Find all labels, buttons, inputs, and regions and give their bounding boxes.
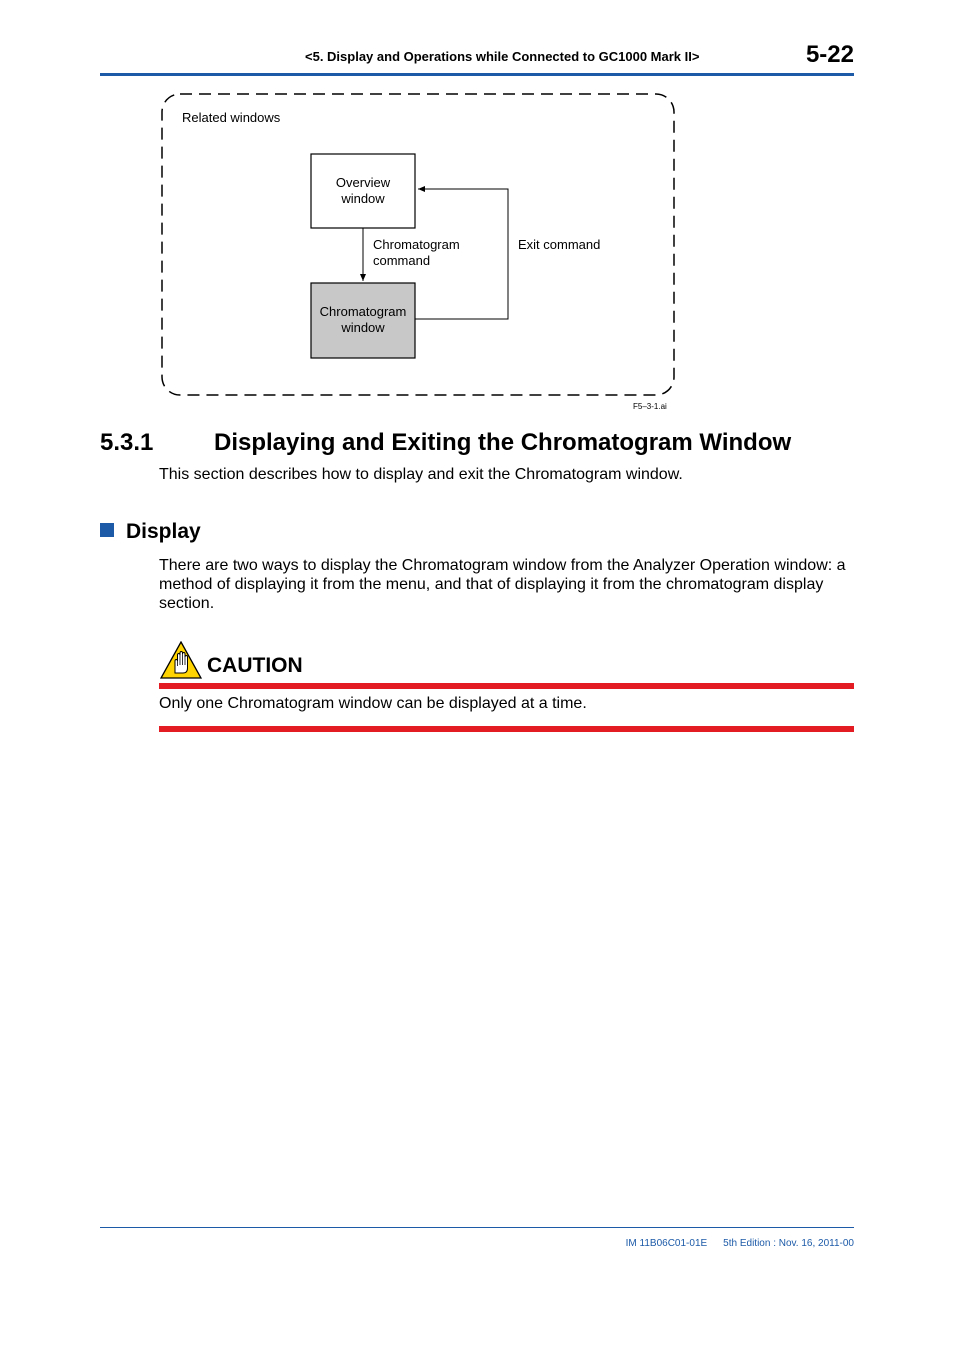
caution-hand-icon xyxy=(160,641,202,679)
figure-id: F5–3-1.ai xyxy=(633,402,667,411)
section-title-text: Displaying and Exiting the Chromatogram Window xyxy=(214,429,792,456)
section-title xyxy=(100,429,791,457)
caution-bottom-rule xyxy=(159,726,854,732)
chromatogram-command-label: Chromatogram command xyxy=(373,237,460,268)
running-header: <5. Display and Operations while Connected to GC1000 Mark II> xyxy=(305,49,700,64)
edition-info: 5th Edition : Nov. 16, 2011-00 xyxy=(723,1238,854,1249)
document-id: IM 11B06C01-01E xyxy=(625,1238,708,1249)
page-number: 5-22 xyxy=(805,41,854,68)
display-heading-text: Display xyxy=(126,520,201,543)
caution-title: CAUTION xyxy=(207,654,303,677)
footer xyxy=(626,1238,854,1249)
related-windows-label: Related windows xyxy=(182,110,281,125)
display-heading xyxy=(100,520,201,544)
caution-text: Only one Chromatogram window can be displayed at a time. xyxy=(159,695,587,712)
display-paragraph: There are two ways to display the Chromatogram window from the Analyzer Operation window: a method of displaying it from the menu, and that of displaying it from the chromatogram display section. xyxy=(159,557,846,612)
section-number: 5.3.1 xyxy=(100,429,154,456)
chromatogram-window-label: Chromatogram window xyxy=(319,304,407,335)
related-windows-diagram xyxy=(0,0,954,420)
footer-divider xyxy=(100,1227,854,1228)
caution-top-rule xyxy=(159,683,854,689)
bullet-square-icon xyxy=(100,523,114,537)
section-intro: This section describes how to display and exit the Chromatogram window. xyxy=(159,466,683,483)
exit-command-label: Exit command xyxy=(518,237,601,252)
overview-window-label: Overview window xyxy=(335,175,391,206)
